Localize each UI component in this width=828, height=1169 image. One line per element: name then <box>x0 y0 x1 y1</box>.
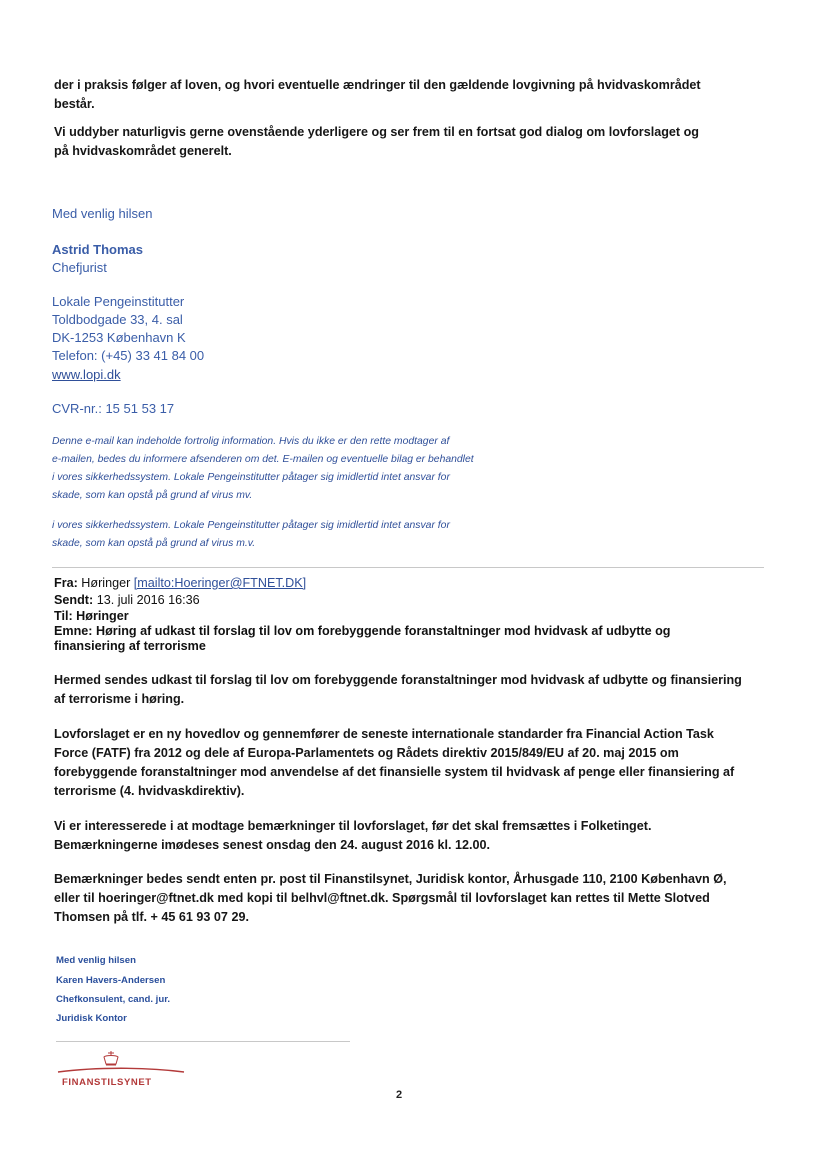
signature-name: Astrid Thomas <box>52 242 144 257</box>
disclaimer-line-6: skade, som kan opstå på grund af virus m.v. <box>52 538 256 549</box>
disclaimer-line-2: e-mailen, bedes du informere afsenderen om det. E-mailen og eventuelle bilag er behandlet <box>52 454 474 465</box>
signature-greeting: Med venlig hilsen <box>52 206 153 221</box>
crown-icon <box>56 1047 186 1079</box>
sender-title: Chefkonsulent, cand. jur. <box>56 994 171 1005</box>
email-header-subject <box>54 624 744 653</box>
finanstilsynet-logo <box>56 1047 186 1093</box>
intro-paragraph-1: der i praksis følger af loven, og hvori eventuelle ændringer til den gældende lovgivning på hvidvaskområdet består. <box>54 78 701 111</box>
body-paragraph-3b: Bemærkningerne imødeses senest onsdag den 24. august 2016 kl. 12.00. <box>54 838 491 852</box>
sender-name: Karen Havers-Andersen <box>56 975 166 986</box>
signature-website-link[interactable]: www.lopi.dk <box>52 367 121 382</box>
signature-org: Lokale Pengeinstitutter <box>52 294 185 309</box>
sender-department: Juridisk Kontor <box>56 1013 127 1024</box>
disclaimer-line-3: i vores sikkerhedssystem. Lokale Pengeinstitutter påtager sig imidlertid intet ansvar for <box>52 472 450 483</box>
email-separator <box>52 567 764 568</box>
body-paragraph-2: Lovforslaget er en ny hovedlov og gennemfører de seneste internationale standarder fra Financial Action Task Force (FATF) fra 2012 og dele af Europa-Parlamentets og Rådets direktiv 2015/849/EU af 20. maj 2015 om forebyggende foranstaltninger mod anvendelse af det finansielle system til hvidvask af penge eller finansiering af terrorisme (4. hvidvaskdirektiv). <box>54 727 735 798</box>
intro-paragraph-2: Vi uddyber naturligvis gerne ovenstående yderligere og ser frem til en fortsat god dialog om lovforslaget og på hvidvaskområdet generelt. <box>54 125 699 158</box>
signature-address-line-2: DK-1253 København K <box>52 330 186 345</box>
sent-label: Sendt: <box>54 593 94 607</box>
disclaimer-line-1: Denne e-mail kan indeholde fortrolig information. Hvis du ikke er den rette modtager af <box>52 436 450 447</box>
to-label: Til: <box>54 609 73 623</box>
page-number: 2 <box>396 1089 403 1101</box>
email-header-to <box>54 609 129 624</box>
sent-value: 13. juli 2016 16:36 <box>96 593 200 607</box>
sender-greeting: Med venlig hilsen <box>56 955 136 966</box>
email-header-from <box>54 576 754 591</box>
body-paragraph-1: Hermed sendes udkast til forslag til lov om forebyggende foranstaltninger mod hvidvask af udbytte og finansiering af terrorisme i høring. <box>54 673 742 706</box>
signature-separator <box>56 1041 350 1042</box>
from-mailto-link[interactable]: [mailto:Hoeringer@FTNET.DK] <box>133 576 307 590</box>
to-value: Høringer <box>76 609 129 623</box>
body-paragraph-3a: Vi er interesserede i at modtage bemærkninger til lovforslaget, før det skal fremsættes i Folketinget. <box>54 819 652 833</box>
signature-address-line-1: Toldbodgade 33, 4. sal <box>52 312 183 327</box>
disclaimer-line-4: skade, som kan opstå på grund af virus mv. <box>52 490 253 501</box>
email-header-sent <box>54 593 200 608</box>
subject-value: Høring af udkast til forslag til lov om forebyggende foranstaltninger mod hvidvask af udbytte og finansiering af terrorisme <box>54 624 671 653</box>
signature-phone: Telefon: (+45) 33 41 84 00 <box>52 348 205 363</box>
from-value: Høringer <box>81 576 131 590</box>
body-paragraph-4: Bemærkninger bedes sendt enten pr. post til Finanstilsynet, Juridisk kontor, Århusgade 110, 2100 København Ø, eller til hoeringer@ftnet.dk med kopi til belhvl@ftnet.dk. Spørgsmål til lovforslaget kan rettes til Mette Slotved Thomsen på tlf. + 45 61 93 07 29. <box>54 872 727 924</box>
from-label: Fra: <box>54 576 78 590</box>
signature-cvr: CVR-nr.: 15 51 53 17 <box>52 401 175 416</box>
subject-label: Emne: <box>54 624 93 638</box>
signature-title: Chefjurist <box>52 260 107 275</box>
logo-text: FINANSTILSYNET <box>62 1077 152 1088</box>
disclaimer-line-5: i vores sikkerhedssystem. Lokale Pengeinstitutter påtager sig imidlertid intet ansvar for <box>52 520 450 531</box>
